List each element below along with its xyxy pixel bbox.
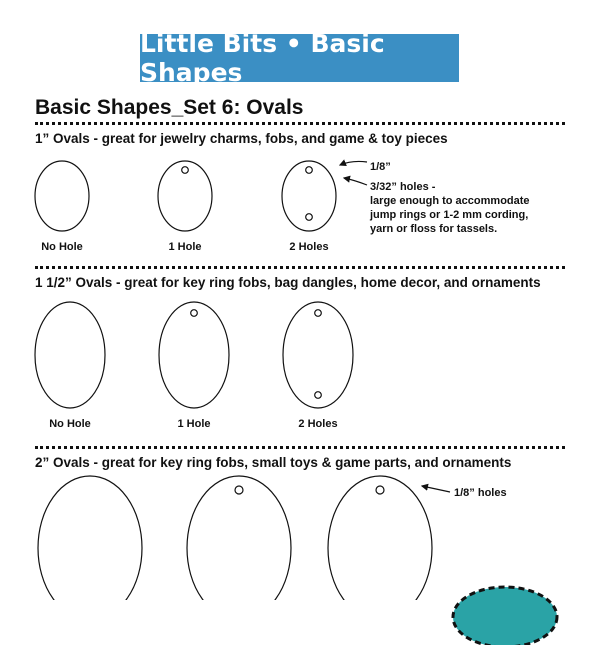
brand-logo: [450, 585, 560, 645]
oval-1in-no-hole: [35, 161, 89, 231]
section-heading-1-5in: 1 1/2” Ovals - great for key ring fobs, bag dangles, home decor, and ornaments: [35, 275, 541, 290]
note-line: jump rings or 1-2 mm cording,: [370, 209, 529, 221]
hole-marker: [182, 167, 189, 174]
oval-2in-no-hole: [38, 476, 142, 600]
label-one-hole: 1 Hole: [177, 418, 211, 430]
title-banner: Little Bits • Basic Shapes: [140, 34, 459, 82]
oval-1-5in-one-hole: [159, 302, 229, 408]
note-hole-size: [370, 180, 530, 236]
label-two-holes: 2 Holes: [289, 241, 329, 253]
arrow-1-8-pointer: [340, 161, 367, 165]
oval-1in-one-hole: [158, 161, 212, 231]
note-1-8-inch-holes: 1/8” holes: [454, 487, 507, 499]
hole-marker: [315, 310, 322, 317]
label-no-hole: No Hole: [49, 418, 91, 430]
hole-marker: [315, 392, 322, 399]
page-title: Basic Shapes_Set 6: Ovals: [35, 96, 304, 119]
arrow-3-32-pointer: [344, 178, 367, 185]
section-heading-1in: 1” Ovals - great for jewelry charms, fobs, and game & toy pieces: [35, 131, 448, 146]
oval-2in-one-hole: [187, 476, 291, 600]
note-line: large enough to accommodate: [370, 195, 530, 207]
label-two-holes: 2 Holes: [298, 418, 338, 430]
hole-marker: [235, 486, 243, 494]
label-no-hole: No Hole: [41, 241, 83, 253]
oval-2in-one-hole-b: [328, 476, 432, 600]
hole-marker: [306, 214, 313, 221]
arrow-1-8-holes-pointer: [422, 486, 450, 492]
section-heading-2in: 2” Ovals - great for key ring fobs, small toys & game parts, and ornaments: [35, 455, 512, 470]
note-line: 3/32” holes -: [370, 181, 436, 193]
label-one-hole: 1 Hole: [168, 241, 202, 253]
hole-marker: [306, 167, 313, 174]
hole-marker: [191, 310, 198, 317]
hole-marker: [376, 486, 384, 494]
oval-1-5in-no-hole: [35, 302, 105, 408]
note-line: yarn or floss for tassels.: [370, 223, 498, 235]
note-1-8-inch: 1/8”: [370, 161, 391, 173]
